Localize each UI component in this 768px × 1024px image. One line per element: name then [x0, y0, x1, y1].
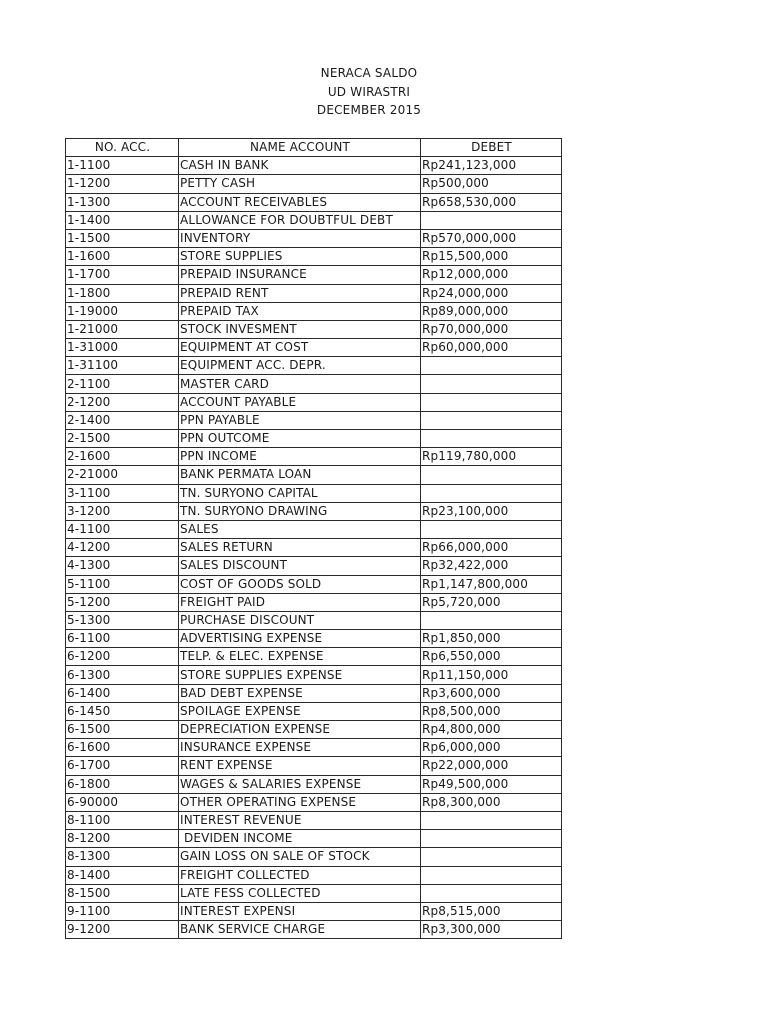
cell-account-name: TELP. & ELEC. EXPENSE: [179, 648, 421, 666]
cell-acc-no: 2-1500: [66, 430, 179, 448]
table-row: [66, 393, 562, 411]
cell-debet: Rp119,780,000: [421, 448, 562, 466]
cell-account-name: PURCHASE DISCOUNT: [179, 611, 421, 629]
table-row: [66, 557, 562, 575]
cell-acc-no: 5-1100: [66, 575, 179, 593]
table-row: [66, 666, 562, 684]
header-account-name: NAME ACCOUNT: [179, 139, 421, 157]
cell-debet: Rp8,500,000: [421, 702, 562, 720]
table-row: [66, 684, 562, 702]
cell-acc-no: 8-1300: [66, 848, 179, 866]
table-row: [66, 793, 562, 811]
cell-acc-no: 9-1100: [66, 902, 179, 920]
cell-account-name: PPN PAYABLE: [179, 411, 421, 429]
cell-account-name: EQUIPMENT AT COST: [179, 339, 421, 357]
cell-debet: Rp32,422,000: [421, 557, 562, 575]
table-row: [66, 757, 562, 775]
cell-acc-no: 1-1800: [66, 284, 179, 302]
cell-acc-no: 8-1100: [66, 811, 179, 829]
table-row: [66, 866, 562, 884]
table-row: [66, 430, 562, 448]
cell-account-name: DEVIDEN INCOME: [179, 830, 421, 848]
cell-account-name: ACCOUNT PAYABLE: [179, 393, 421, 411]
cell-acc-no: 1-31100: [66, 357, 179, 375]
cell-account-name: GAIN LOSS ON SALE OF STOCK: [179, 848, 421, 866]
cell-acc-no: 5-1300: [66, 611, 179, 629]
table-row: [66, 248, 562, 266]
cell-debet: Rp241,123,000: [421, 157, 562, 175]
cell-account-name: WAGES & SALARIES EXPENSE: [179, 775, 421, 793]
cell-account-name: PPN OUTCOME: [179, 430, 421, 448]
cell-acc-no: 6-1800: [66, 775, 179, 793]
cell-acc-no: 2-1400: [66, 411, 179, 429]
table-row: [66, 229, 562, 247]
cell-acc-no: 6-1600: [66, 739, 179, 757]
cell-acc-no: 6-1500: [66, 721, 179, 739]
table-row: [66, 593, 562, 611]
cell-acc-no: 8-1200: [66, 830, 179, 848]
cell-account-name: PREPAID TAX: [179, 302, 421, 320]
cell-debet: [421, 611, 562, 629]
header-acc-no: NO. ACC.: [66, 139, 179, 157]
table-row: [66, 811, 562, 829]
cell-debet: Rp8,515,000: [421, 902, 562, 920]
cell-account-name: MASTER CARD: [179, 375, 421, 393]
table-row: [66, 520, 562, 538]
cell-acc-no: 8-1500: [66, 884, 179, 902]
cell-account-name: SALES DISCOUNT: [179, 557, 421, 575]
cell-acc-no: 6-1300: [66, 666, 179, 684]
table-row: [66, 211, 562, 229]
cell-debet: Rp12,000,000: [421, 266, 562, 284]
cell-acc-no: 5-1200: [66, 593, 179, 611]
cell-account-name: BAD DEBT EXPENSE: [179, 684, 421, 702]
table-row: [66, 448, 562, 466]
cell-account-name: SALES: [179, 520, 421, 538]
cell-account-name: ADVERTISING EXPENSE: [179, 630, 421, 648]
cell-debet: Rp570,000,000: [421, 229, 562, 247]
table-row: [66, 375, 562, 393]
cell-debet: Rp49,500,000: [421, 775, 562, 793]
cell-debet: Rp658,530,000: [421, 193, 562, 211]
table-body: [66, 157, 562, 939]
cell-debet: [421, 211, 562, 229]
table-row: [66, 193, 562, 211]
table-row: [66, 630, 562, 648]
table-row: [66, 175, 562, 193]
cell-account-name: BANK SERVICE CHARGE: [179, 921, 421, 939]
cell-debet: [421, 848, 562, 866]
cell-account-name: LATE FESS COLLECTED: [179, 884, 421, 902]
table-row: [66, 721, 562, 739]
table-row: [66, 902, 562, 920]
cell-debet: Rp1,850,000: [421, 630, 562, 648]
table-row: [66, 884, 562, 902]
cell-account-name: OTHER OPERATING EXPENSE: [179, 793, 421, 811]
cell-acc-no: 6-1100: [66, 630, 179, 648]
cell-account-name: STORE SUPPLIES: [179, 248, 421, 266]
cell-account-name: PPN INCOME: [179, 448, 421, 466]
cell-account-name: FREIGHT PAID: [179, 593, 421, 611]
table-row: [66, 157, 562, 175]
cell-debet: Rp3,600,000: [421, 684, 562, 702]
cell-acc-no: 6-1700: [66, 757, 179, 775]
cell-account-name: PREPAID INSURANCE: [179, 266, 421, 284]
cell-acc-no: 9-1200: [66, 921, 179, 939]
cell-debet: Rp3,300,000: [421, 921, 562, 939]
cell-account-name: SALES RETURN: [179, 539, 421, 557]
cell-account-name: RENT EXPENSE: [179, 757, 421, 775]
cell-debet: Rp4,800,000: [421, 721, 562, 739]
cell-acc-no: 2-1100: [66, 375, 179, 393]
cell-account-name: TN. SURYONO CAPITAL: [179, 484, 421, 502]
cell-debet: Rp1,147,800,000: [421, 575, 562, 593]
cell-account-name: PREPAID RENT: [179, 284, 421, 302]
cell-account-name: BANK PERMATA LOAN: [179, 466, 421, 484]
cell-acc-no: 3-1100: [66, 484, 179, 502]
cell-account-name: INSURANCE EXPENSE: [179, 739, 421, 757]
cell-acc-no: 1-21000: [66, 320, 179, 338]
cell-debet: Rp70,000,000: [421, 320, 562, 338]
table-row: [66, 320, 562, 338]
table-row: [66, 848, 562, 866]
cell-debet: [421, 830, 562, 848]
cell-account-name: PETTY CASH: [179, 175, 421, 193]
cell-acc-no: 1-1400: [66, 211, 179, 229]
cell-acc-no: 2-21000: [66, 466, 179, 484]
cell-debet: Rp24,000,000: [421, 284, 562, 302]
header-debet: DEBET: [421, 139, 562, 157]
cell-debet: [421, 430, 562, 448]
cell-acc-no: 1-1300: [66, 193, 179, 211]
cell-acc-no: 6-1450: [66, 702, 179, 720]
cell-acc-no: 6-1200: [66, 648, 179, 666]
cell-acc-no: 8-1400: [66, 866, 179, 884]
table-row: [66, 502, 562, 520]
cell-debet: [421, 884, 562, 902]
cell-account-name: SPOILAGE EXPENSE: [179, 702, 421, 720]
table-row: [66, 702, 562, 720]
table-row: [66, 648, 562, 666]
cell-debet: Rp89,000,000: [421, 302, 562, 320]
table-row: [66, 266, 562, 284]
cell-account-name: INTEREST EXPENSI: [179, 902, 421, 920]
cell-account-name: COST OF GOODS SOLD: [179, 575, 421, 593]
cell-account-name: ALLOWANCE FOR DOUBTFUL DEBT: [179, 211, 421, 229]
cell-account-name: TN. SURYONO DRAWING: [179, 502, 421, 520]
cell-acc-no: 2-1600: [66, 448, 179, 466]
cell-acc-no: 4-1300: [66, 557, 179, 575]
table-row: [66, 411, 562, 429]
cell-account-name: ACCOUNT RECEIVABLES: [179, 193, 421, 211]
cell-debet: Rp22,000,000: [421, 757, 562, 775]
cell-debet: [421, 411, 562, 429]
cell-debet: [421, 466, 562, 484]
cell-debet: Rp6,550,000: [421, 648, 562, 666]
cell-debet: Rp66,000,000: [421, 539, 562, 557]
table-row: [66, 284, 562, 302]
cell-acc-no: 3-1200: [66, 502, 179, 520]
table-row: [66, 539, 562, 557]
cell-acc-no: 1-1200: [66, 175, 179, 193]
cell-acc-no: 1-1700: [66, 266, 179, 284]
cell-account-name: STORE SUPPLIES EXPENSE: [179, 666, 421, 684]
table-row: [66, 357, 562, 375]
table-row: [66, 466, 562, 484]
cell-account-name: INVENTORY: [179, 229, 421, 247]
table-row: [66, 484, 562, 502]
cell-acc-no: 6-90000: [66, 793, 179, 811]
cell-acc-no: 1-1500: [66, 229, 179, 247]
cell-debet: Rp15,500,000: [421, 248, 562, 266]
table-row: [66, 575, 562, 593]
table-row: [66, 739, 562, 757]
cell-debet: [421, 811, 562, 829]
cell-debet: [421, 393, 562, 411]
report-period: DECEMBER 2015: [316, 103, 422, 117]
cell-acc-no: 6-1400: [66, 684, 179, 702]
table-header-row: [66, 139, 562, 157]
cell-debet: Rp6,000,000: [421, 739, 562, 757]
cell-debet: Rp8,300,000: [421, 793, 562, 811]
cell-account-name: CASH IN BANK: [179, 157, 421, 175]
cell-debet: Rp23,100,000: [421, 502, 562, 520]
cell-debet: Rp11,150,000: [421, 666, 562, 684]
cell-debet: Rp60,000,000: [421, 339, 562, 357]
table-row: [66, 611, 562, 629]
cell-account-name: EQUIPMENT ACC. DEPR.: [179, 357, 421, 375]
cell-account-name: STOCK INVESMENT: [179, 320, 421, 338]
cell-debet: Rp500,000: [421, 175, 562, 193]
cell-debet: [421, 375, 562, 393]
cell-acc-no: 1-1100: [66, 157, 179, 175]
table-row: [66, 302, 562, 320]
table-row: [66, 775, 562, 793]
trial-balance-table: [65, 138, 562, 939]
cell-acc-no: 4-1100: [66, 520, 179, 538]
cell-debet: [421, 484, 562, 502]
cell-acc-no: 1-31000: [66, 339, 179, 357]
cell-debet: [421, 357, 562, 375]
cell-account-name: DEPRECIATION EXPENSE: [179, 721, 421, 739]
cell-debet: [421, 520, 562, 538]
table-row: [66, 830, 562, 848]
cell-acc-no: 4-1200: [66, 539, 179, 557]
cell-acc-no: 2-1200: [66, 393, 179, 411]
cell-debet: Rp5,720,000: [421, 593, 562, 611]
table-row: [66, 921, 562, 939]
cell-debet: [421, 866, 562, 884]
cell-acc-no: 1-1600: [66, 248, 179, 266]
cell-acc-no: 1-19000: [66, 302, 179, 320]
cell-account-name: FREIGHT COLLECTED: [179, 866, 421, 884]
company-name: UD WIRASTRI: [327, 85, 411, 99]
cell-account-name: INTEREST REVENUE: [179, 811, 421, 829]
table-row: [66, 339, 562, 357]
document-title: NERACA SALDO: [320, 66, 418, 80]
